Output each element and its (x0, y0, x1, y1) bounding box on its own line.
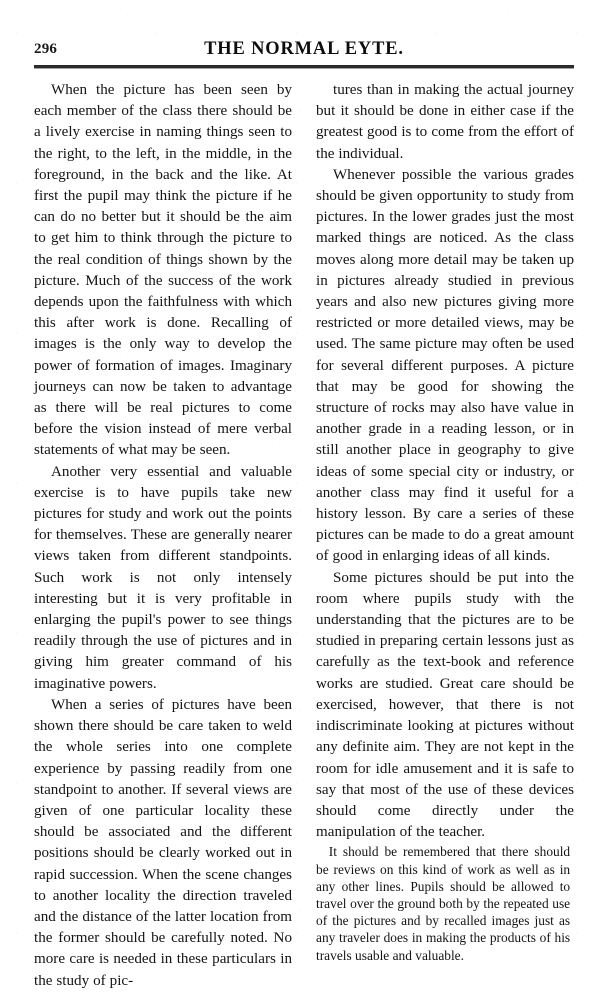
body-columns (34, 80, 574, 989)
paragraph: Whenever possible the various grades should be given opportunity to study from pictures. In the lower grades just the most marked things are noticed. As the class moves along more detail may be taken up in pictures already studied in previous years and also new pictures giving more restricted or more detailed views, may be used. The same picture may often be used for several different purposes. A picture that may be good for showing the structure of rocks may also have value in another grade in a reading lesson, or in still another place in geography to give ideas of some special city or industry, or another class may find it useful for a history lesson. By care a series of these pictures can be made to do a great amount of good in enlarging ideas of all kinds. (316, 166, 574, 565)
publication-title: THE NORMAL EYTE. (204, 38, 404, 59)
column-right (316, 80, 574, 970)
header-rule (34, 65, 574, 69)
paragraph: tures than in making the actual journey but it should be done in either case if the greatest good is to come from the effort of the individual. (316, 82, 574, 162)
column-left (34, 80, 292, 989)
paragraph: When the picture has been seen by each member of the class there should be a lively exercise in naming things seen to the right, to the left, in the middle, in the foreground, in the back and the like. At first the pupil may think the picture if he can do no better but it should be the aim to get him to think through the picture to the real condition of things shown by the picture. Much of the success of the work depends upon the faithfulness with which this after work is done. Recalling of images is the only way to develop the power of formation of images. Imaginary journeys can now be taken to advantage as there will be real pictures to come before the vision instead of mere verbal statements of what may be seen. (34, 82, 292, 459)
page-number: 296 (34, 41, 58, 57)
running-head (34, 38, 574, 64)
paragraph: Some pictures should be put into the room where pupils study with the understanding that the pictures are to be studied in preparing certain lessons just as carefully as the text-book and reference works are studied. Great care should be exercised, however, that there is not indiscriminate looking at pictures without any definite aim. They are not kept in the room for idle amusement and it is safe to say that most of the use of these devices should come directly under the manipulation of the teacher. (316, 569, 574, 841)
paragraph: Another very essential and valuable exercise is to have pupils take new pictures for study and work out the points for themselves. These are generally nearer views taken from different standpoints. Such work is not only intensely interesting but it is very profitable in enlarging the pupil's power to see things readily through the use of pictures and in giving him greater command of his imaginative powers. (34, 463, 292, 692)
paragraph: It should be remembered that there should be reviews on this kind of work as well as in any other lines. Pupils should be allowed to travel over the ground both by the repeated use of the pictures and by recalled images just as any traveler does in making the products of his travels usable and valuable. (316, 844, 571, 963)
paragraph: When a series of pictures have been shown there should be care taken to weld the whole series into one complete experience by passing readily from one standpoint to another. If several views are given of one particular locality these should be associated and the different positions should be clearly worked out in rapid succession. When the scene changes to another locality the direction traveled and the distance of the latter location from the former should be carefully noted. No more care is needed in these particulars in the study of pic- (34, 696, 292, 989)
